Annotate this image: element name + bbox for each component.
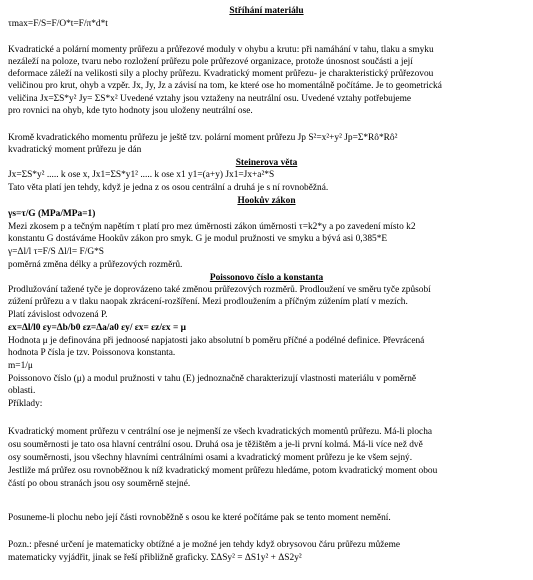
para2-line-2: kvadratický moment průřezu je dán	[8, 145, 142, 155]
para2-line-1: Kromě kvadratického momentu průřezu je ještě tzv. polární moment průřezu Jp S²=x²+y² Jp=Σ*Rô*Rô²	[8, 133, 398, 143]
para3-line-1: Kvadratický moment průřezu v centrální ose je nejmenší ze všech kvadratických momentů průřezu. Má-li plocha	[8, 427, 433, 437]
para1-line-3: deformace záleží na velikosti sily a plochy průřezu. Kvadratický moment průřezu- je charakteristický průřezovou	[8, 69, 434, 79]
poisson-line-7: m=1/μ	[8, 361, 33, 371]
para1-line-2: nezáleží na poloze, tvaru nebo rozložení průřezu pole průřezové organizace, protože únosnost součásti a její	[8, 57, 413, 67]
para5-line-2: matematicky vyjádřit, jinak se řeší přibližně graficky. ΣΔSy² = ΔS1y² + ΔS2y²	[8, 553, 302, 563]
para1-line-5: veličina Jx=ΣS*y² Jy= ΣS*x² Uvedené vztahy jsou vztaženy na neutrální osu. Uvedené vztahy potřebujeme	[8, 94, 412, 104]
para1-line-6: pro rovnici na ohyb, kde tyto hodnoty jsou uloženy neutrální ose.	[8, 106, 253, 116]
hooke-line-4: γ=Δl/l τ=F/S Δl/l= F/G*S	[8, 247, 105, 257]
poisson-line-5: Hodnota μ je definována při jednoosé napjatosti jako absolutní b poměru příčné a podélné definice. Převrácená	[8, 336, 425, 346]
page-title: Stříhání materiálu	[229, 6, 304, 16]
hooke-line-5: poměrná změna délky a průřezových rozměrů.	[8, 260, 183, 270]
poisson-line-8: Poissonovo číslo (μ) a modul pružnosti v tahu (E) jednoznačně charakterizují vlastnosti materiálu v poměrně	[8, 374, 417, 384]
poisson-line-6: hodnota P čísla je tzv. Poissonova konstanta.	[8, 348, 176, 358]
para3-line-3: osy souměrnosti, jsou všechny hlavními centrálními osami a kvadratický moment průřezu je ke všem sejný.	[8, 453, 413, 463]
hooke-line-1: γs=τ/G (MPa/MPa=1)	[8, 209, 96, 219]
para3-line-5: částí po obou stranách jsou osy souměrně stejné.	[8, 479, 191, 489]
hooke-heading: Hookův zákon	[237, 196, 296, 206]
steiner-line-1: Jx=ΣS*y² ..... k ose x, Jx1=ΣS*y1² ..... k ose x1 y1=(a+y) Jx1=Jx+a²*S	[8, 170, 275, 180]
para4-line: Posuneme-li plochu nebo její části rovnoběžně s osou ke které počítáme pak se tento moment nemění.	[8, 513, 391, 523]
hooke-line-2: Mezi zkosem p a tečným napětím τ platí pro mez úměrnosti zákon úměrnosti τ=k2*y a po zavedení místo k2	[8, 222, 416, 232]
para1-line-4: veličinou pro krut, ohyb a vzpěr. Jx, Jy, Jz a závisí na tom, ke které ose ho momentálně počítáme. Je to geometrická	[8, 81, 442, 91]
hooke-line-3: konstantu G dostáváme Hookův zákon pro smyk. G je modul pružnosti ve smyku a bývá asi 0,385*E	[8, 234, 388, 244]
shear-formula: τmax=F/S=F/O*t=F/π*d*t	[8, 19, 108, 29]
steiner-heading: Steinerova věta	[235, 158, 298, 168]
poisson-line-10: Příklady:	[8, 399, 43, 409]
poisson-line-2: zúžení průřezu a v tlaku naopak zkrácení-rozšíření. Mezi prodloužením a příčným zúžením platí v mezích.	[8, 297, 408, 307]
poisson-line-4: εx=Δl/l0 εy=Δb/b0 εz=Δa/a0 εy/ εx= εz/εx = μ	[8, 323, 186, 333]
para3-line-2: osu souměrnosti je tato osa hlavní centrální osou. Druhá osa je těžištěm a je-li první kolmá. Má-li více než dvě	[8, 440, 423, 450]
steiner-line-2: Tato věta platí jen tehdy, když je jedna z os osou centrální a druhá je s ní rovnoběžná.	[8, 183, 329, 193]
para5-line-1: Pozn.: přesné určení je matematicky obtížné a je možné jen tehdy když obrysovou čáru průřezu můžeme	[8, 540, 401, 550]
poisson-line-1: Prodlužování tažené tyče je doprovázeno také změnou průřezových rozměrů. Prodloužení ve směru tyče způsobí	[8, 285, 431, 295]
para3-line-4: Jestliže má průřez osu rovnoběžnou k níž kvadratický moment průřezu hledáme, potom kvadratický moment obou	[8, 466, 438, 476]
poisson-line-3: Platí závislost odvozená P.	[8, 310, 108, 320]
poisson-heading: Poissonovo číslo a konstanta	[209, 273, 324, 283]
poisson-line-9: oblasti.	[8, 386, 36, 396]
para1-line-1: Kvadratické a polární momenty průřezu a průřezové moduly v ohybu a krutu: při namáhání v tahu, tlaku a smyku	[8, 45, 434, 55]
